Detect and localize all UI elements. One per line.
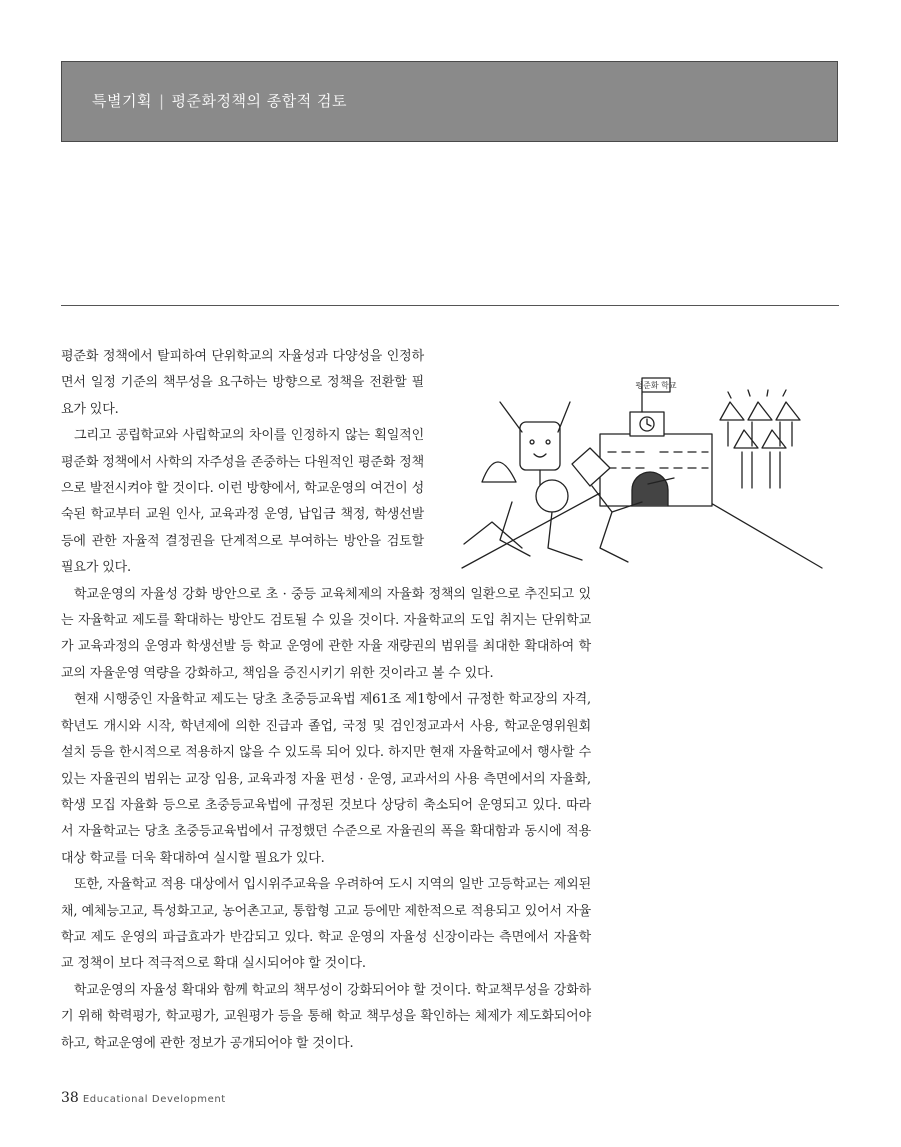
horizontal-rule bbox=[61, 305, 839, 306]
school-sign: 평준화 학교 bbox=[635, 381, 677, 390]
paragraph-3: 학교운영의 자율성 강화 방안으로 초 · 중등 교육체제의 자율화 정책의 일환으로 추진되고 있는 자율학교 제도를 확대하는 방안도 검토될 수 있을 것이다. 자율학교의 도입 취지는 단위학교가 교육과정의 운영과 학생선발 등 학교 운영에 관한 자율 재량권의 범위를 최대한 확대하여 학교의 자율운영 역량을 강화하고, 책임을 증진시키기 위한 것이라고 볼 수 있다. bbox=[61, 586, 591, 681]
journal-name: Educational Development bbox=[82, 1094, 226, 1105]
road-left-edge bbox=[462, 492, 602, 568]
page-footer bbox=[61, 1087, 226, 1106]
waiting-students-icon bbox=[720, 390, 800, 488]
paragraph-2: 그리고 공립학교와 사립학교의 차이를 인정하지 않는 획일적인 평준화 정책에서 사학의 자주성을 존중하는 다원적인 평준화 정책으로 발전시켜야 할 것이다. 이런 방향에서, 학교운영의 여건이 성숙된 학교부터 교원 인사, 교육과정 운영, 납입금 책정, 학생선발 등에 관한 자율적 결정권을 단계적으로 부여하는 방안을 검토할 필요가 있다. bbox=[61, 428, 424, 576]
page-number: 38 bbox=[61, 1090, 79, 1106]
section-title bbox=[92, 90, 347, 111]
paragraph-4: 현재 시행중인 자율학교 제도는 당초 초중등교육법 제61조 제1항에서 규정한 학교장의 자격, 학년도 개시와 시작, 학년제에 의한 진급과 졸업, 국정 및 검인정교과서 사용, 학교운영위원회 설치 등을 한시적으로 적용하지 않을 수 있도록 되어 있다. 하지만 현재 자율학교에서 행사할 수 있는 자율권의 범위는 교장 임용, 교육과정 자율 편성 · 운영, 교과서의 사용 측면에서의 자율화, 학생 모집 자율화 등으로 초중등교육법에 규정된 것보다 상당히 축소되어 운영되고 있다. 따라서 자율학교는 당초 초중등교육법에서 규정했던 수준으로 자율권의 폭을 확대함과 동시에 적용 대상 학교를 더욱 확대하여 실시할 필요가 있다. bbox=[61, 692, 591, 866]
topic-title: 평준화정책의 종합적 검토 bbox=[171, 92, 347, 110]
title-separator: | bbox=[158, 92, 165, 110]
paragraph-5: 또한, 자율학교 적용 대상에서 입시위주교육을 우려하여 도시 지역의 일반 고등학교는 제외된 채, 예체능고교, 특성화고교, 농어촌고교, 통합형 고교 등에만 제한적으로 적용되고 있어서 자율학교 제도 운영의 파급효과가 반감되고 있다. 학교 운영의 자율성 신장이라는 측면에서 자율학교 정책이 보다 적극적으로 확대 실시되어야 할 것이다. bbox=[61, 877, 591, 972]
paragraph-1: 평준화 정책에서 탈피하여 단위학교의 자율성과 다양성을 인정하면서 일정 기준의 책무성을 요구하는 방향으로 정책을 전환할 필요가 있다. bbox=[61, 349, 424, 417]
paragraph-6: 학교운영의 자율성 확대와 함께 학교의 책무성이 강화되어야 할 것이다. 학교책무성을 강화하기 위해 학력평가, 학교평가, 교원평가 등을 통해 학교 책무성을 확인하는 체제가 제도화되어야 하고, 학교운영에 관한 정보가 공개되어야 할 것이다. bbox=[61, 982, 591, 1051]
cartoon-illustration bbox=[452, 372, 830, 570]
header-band bbox=[61, 61, 838, 142]
series-label: 특별기획 bbox=[92, 92, 152, 110]
school-building-icon bbox=[600, 378, 712, 506]
